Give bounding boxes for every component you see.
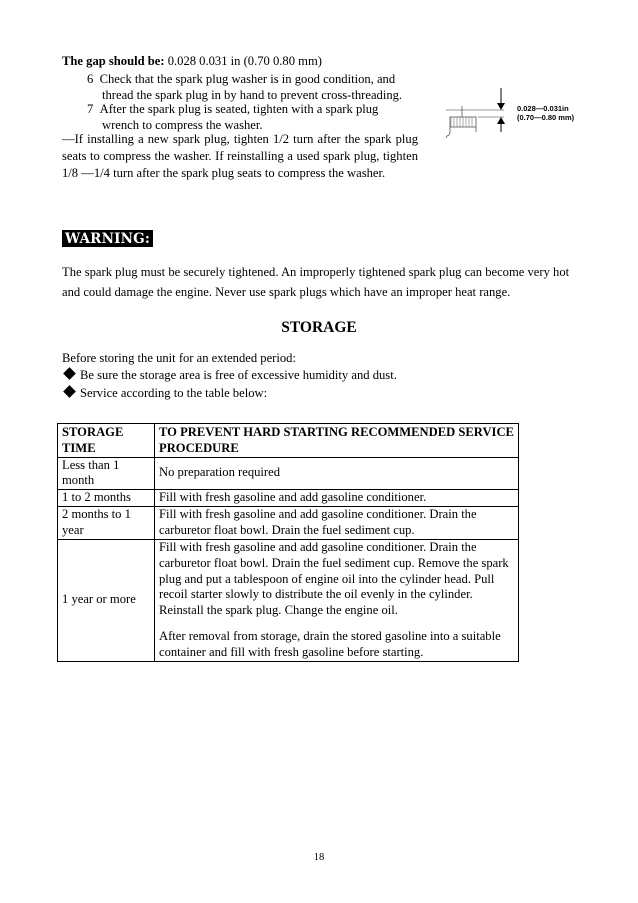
table-row bbox=[58, 490, 519, 507]
diamond-bullet-icon bbox=[63, 367, 76, 380]
step-text-line2: thread the spark plug in by hand to prevent cross-threading. bbox=[102, 88, 403, 102]
step-7 bbox=[87, 101, 427, 133]
new-plug-note: —If installing a new spark plug, tighten 1/2 turn after the spark plug seats to compress the washer. If reinstalling a used spark plug, tighten 1/8 —1/4 turn after the spark plug seats to compress the washer. bbox=[62, 132, 418, 180]
table-header-row bbox=[58, 424, 519, 458]
storage-service-table bbox=[57, 423, 519, 662]
gap-spec-label: The gap should be: bbox=[62, 54, 165, 68]
cell-procedure: Fill with fresh gasoline and add gasoline conditioner. bbox=[155, 490, 519, 507]
step-text-line2: wrench to compress the washer. bbox=[102, 118, 263, 132]
storage-intro: Before storing the unit for an extended period: bbox=[62, 351, 296, 365]
storage-bullet-list bbox=[62, 366, 397, 402]
warning-badge: WARNING: bbox=[62, 230, 153, 247]
header-procedure: TO PREVENT HARD STARTING RECOMMENDED SERVICE PROCEDURE bbox=[155, 424, 519, 458]
step-number: 6 bbox=[87, 72, 94, 86]
bullet-item: Be sure the storage area is free of excessive humidity and dust. bbox=[62, 366, 397, 384]
gap-dim-mm: (0.70—0.80 mm) bbox=[517, 113, 575, 122]
spark-plug-gap-figure bbox=[438, 86, 588, 166]
cell-time: 2 months to 1 year bbox=[58, 506, 155, 539]
table-row bbox=[58, 539, 519, 661]
gap-spec-line bbox=[62, 53, 422, 70]
procedure-paragraph: Fill with fresh gasoline and add gasoline conditioner. Drain the carburetor float bowl. Drain the fuel sediment cup. Remove the spark plug and put a tablespoon of engine oil into the cylinder head. Pull recoil starter slowly to distribute the oil evenly in the cylinder. Reinstall the spark plug. Change the engine oil. bbox=[159, 539, 509, 618]
cell-procedure bbox=[155, 539, 519, 661]
procedure-paragraph: After removal from storage, drain the stored gasoline into a suitable container and fill with fresh gasoline before starting. bbox=[159, 628, 501, 659]
step-text-line1: Check that the spark plug washer is in good condition, and bbox=[99, 72, 396, 86]
header-storage-time: STORAGE TIME bbox=[58, 424, 155, 458]
step-6 bbox=[87, 71, 427, 103]
storage-heading: STORAGE bbox=[281, 319, 357, 336]
gap-spec-value: 0.028 0.031 in (0.70 0.80 mm) bbox=[164, 54, 322, 68]
cell-time: 1 year or more bbox=[58, 539, 155, 661]
cell-procedure: No preparation required bbox=[155, 457, 519, 490]
diamond-bullet-icon bbox=[63, 385, 76, 398]
step-text-line1: After the spark plug is seated, tighten with a spark plug bbox=[99, 102, 379, 116]
arrow-down-icon bbox=[497, 103, 505, 110]
step-number: 7 bbox=[87, 102, 94, 116]
warning-text: The spark plug must be securely tightened. An improperly tightened spark plug can become very hot and could damage the engine. Never use spark plugs which have an improper heat range. bbox=[62, 265, 570, 299]
gap-dim-inches: 0.028—0.031in bbox=[517, 104, 569, 113]
page-number: 18 bbox=[313, 852, 325, 863]
table-row bbox=[58, 506, 519, 539]
cell-procedure: Fill with fresh gasoline and add gasoline conditioner. Drain the carburetor float bowl. Drain the fuel sediment cup. bbox=[155, 506, 519, 539]
arrow-up-icon bbox=[497, 117, 505, 124]
cell-time: 1 to 2 months bbox=[58, 490, 155, 507]
bullet-item: Service according to the table below: bbox=[62, 384, 397, 402]
table-row bbox=[58, 457, 519, 490]
cell-time: Less than 1 month bbox=[58, 457, 155, 490]
plug-tip bbox=[446, 127, 476, 138]
